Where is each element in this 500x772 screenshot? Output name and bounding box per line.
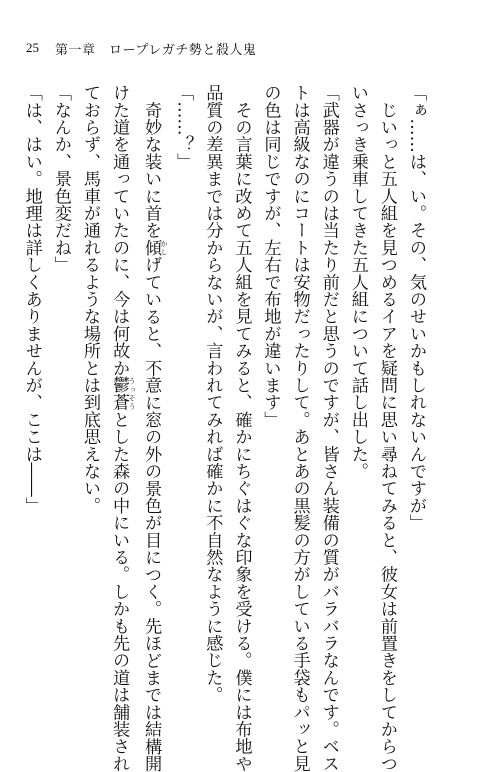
body-text [20,84,430,772]
chapter-title: 第一章 ロープレガチ勢と殺人鬼 [55,41,257,57]
text-line: けた道を通っていたのに、今は何故か鬱蒼 うっそうとした森の中にいる。しかも先の道は舗装され [109,84,137,772]
page-number: 25 [26,40,39,55]
text-line: トは高級なのにコートは安物だったりして。あとあの黒髪の方がしている手袋もパッと見 [289,84,310,772]
text-line: 「なんか、景色変だね」 [50,84,71,274]
ruby-ussou: 鬱蒼 うっそう [109,376,137,411]
text-line: 「……？」 [173,84,194,170]
text-line: の色は同じですが、左右で布地が違います」 [260,84,281,428]
text-line: 「は、はい。地理は詳しくありませんが、ここは――」 [21,84,42,514]
ruby-kashi: 傾 かし [141,238,169,257]
text-line: いさっき乗車してきた五人組について話し出した。 [347,84,368,480]
text-line: 「武器が違うのは当たり前だと思うのですが、皆さん装備の質がバラバラなんです。ベス [318,84,339,772]
text-line: 奇妙な装いに首を傾 かしげていると、不意に窓の外の景色が目につく。先ほどまでは結構開 [141,84,169,772]
scene-gap [0,84,17,672]
text-line: 品質の差異までは分からないが、言われてみれば確かに不自然なように感じた。 [202,84,223,704]
running-header [26,38,256,58]
text-line: その言葉に改めて五人組を見てみると、確かにちぐはぐな印象を受ける。僕には布地や [231,84,252,772]
text-line: じいっと五人組を見つめるイアを疑問に思い尋ねてみると、彼女は前置きをしてからつ [376,84,397,772]
text-line: ておらず、馬車が通れるような場所とは到底思えない。 [79,84,100,514]
text-line: 「ぁ……は、い。その、気のせいかもしれないんですが」 [406,84,426,532]
